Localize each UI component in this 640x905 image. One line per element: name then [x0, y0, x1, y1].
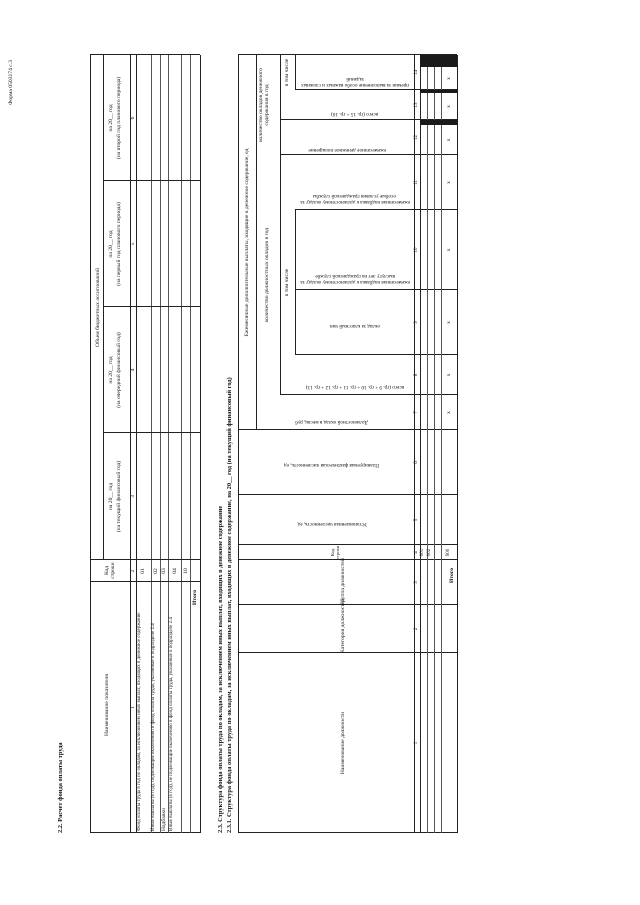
col5-sub: (на первый год планового периода) — [116, 202, 122, 286]
colnum-23-13: 13 — [414, 102, 419, 108]
colnum-23-8: 8 — [414, 373, 419, 377]
colnum-23-11: 11 — [414, 180, 419, 185]
colnum-23-6: 6 — [414, 461, 419, 464]
col13-header: всего (гр. 15 + гр. 16) — [331, 111, 379, 117]
colnum-23-9: 9 — [414, 321, 419, 324]
row-02-code: 02 — [153, 568, 159, 574]
row-01-label: Фонд оплаты труда в год по окладам, за исключением иных выплат, входящих в денежное содержание — [137, 612, 142, 831]
col7-header: Должностной оклад в месяц, руб — [295, 419, 369, 425]
in-that-number-left: в том числе — [284, 268, 290, 297]
col4-header: Код строки — [330, 545, 340, 560]
monthly-payments-group-header: Ежемесячные дополнительные выплаты, входящие в денежное содержание, ед — [244, 148, 250, 337]
col6-sub: (на второй год планового периода) — [116, 76, 122, 160]
total-x-mark-7: x — [446, 411, 452, 414]
colnum-23-2: 2 — [414, 627, 419, 631]
total-x-mark-9: x — [446, 321, 452, 324]
total-x-mark-10: x — [446, 248, 452, 252]
col5-year: на 20__ год — [108, 230, 114, 258]
col10-header: ежемесячная надбавка к должностному окладу за выслугу лет на гражданской службе — [300, 273, 410, 285]
col3-year: на 20__ год — [108, 482, 114, 511]
colnum-5: 5 — [130, 242, 136, 246]
col2-header: Категория должностей — [340, 598, 346, 653]
col12-header: ежемесячное денежное поощрение — [308, 147, 387, 153]
colnum-23-10: 10 — [414, 247, 419, 253]
section-22-title: 2.2. Расчет фонда оплаты труда — [57, 742, 64, 833]
col3-sub: (на текущий финансовый год) — [116, 460, 122, 533]
col4-sub: (на очередной финансовый год) — [116, 332, 122, 408]
colnum-1: 1 — [130, 706, 136, 709]
col11-header: ежемесячная надбавка к должностному окладу за особые условия гражданской службы — [300, 193, 410, 205]
col6-header: Планируемая фактическая численность, ед — [284, 462, 380, 468]
total-x-mark-11: x — [446, 181, 452, 184]
col6-year: на 20__ год — [108, 104, 114, 132]
col9-header: оклад за классный чин — [329, 323, 381, 329]
col4-year: на 20__ год — [108, 356, 114, 384]
col14-header: премии за выполнение особо важных и сложных заданий — [301, 76, 409, 88]
row-04-code: 04 — [172, 568, 178, 574]
colnum-23-5: 5 — [414, 518, 419, 522]
section-23-total: Итого — [449, 567, 455, 583]
total-x-mark-12: x — [446, 138, 452, 142]
col-code-header: Код строки — [104, 562, 117, 579]
col1-header: Наименование должности — [340, 711, 346, 775]
colnum-6: 6 — [130, 116, 136, 120]
in-that-number-right: в том числе — [284, 58, 290, 87]
colnum-23-12: 12 — [414, 135, 419, 140]
colnum-23-14: 14 — [414, 70, 419, 75]
colnum-23-3: 3 — [414, 581, 419, 584]
row-900-code: 900 — [446, 548, 451, 557]
row-10-code: 10 — [183, 568, 189, 574]
subgroup-pay-count: количество окладов денежного содержания в год — [258, 68, 271, 142]
total-x-mark-8: x — [446, 373, 452, 377]
colnum-4: 4 — [130, 368, 136, 372]
col-name-header: Наименование показателя — [104, 674, 110, 736]
section-231-title: 2.3.1. Структура фонда оплаты труда по окладам, за исключением иных выплат, входящих в денежное содержание, на 20__ год (на текущий финансовый год) — [226, 377, 233, 833]
row-03-code: 03 — [161, 568, 167, 574]
row-02-label: Иные выплаты (в год), подлежащие включению в фонд оплаты труда, указанные в подразделе 2.4 — [151, 623, 156, 831]
colnum-23-7: 7 — [414, 411, 419, 414]
total-x-mark-13: x — [446, 105, 452, 108]
colnum-3: 3 — [130, 495, 136, 498]
colnum-23-1: 1 — [414, 741, 419, 745]
colnum-2: 2 — [130, 569, 136, 573]
total-x-mark-14: x — [446, 77, 452, 80]
form-code: Форма 0503174 с.3 — [8, 60, 14, 105]
row-03-label: Надбавки — [161, 807, 167, 831]
row-01-code: 01 — [140, 568, 146, 574]
section-23-title: 2.3. Структура фонда оплаты труда по окладам, за исключением иных выплат, входящих в денежное содержание — [217, 505, 224, 833]
row-04-label: Иные выплаты (в год), не подлежащие включению в фонд оплаты труда, указанные в подразделе 2.4 — [169, 617, 174, 831]
section-22-total: Итого — [192, 589, 198, 605]
group-header-allocations: Объем бюджетных ассигнований — [95, 268, 101, 347]
col3-header: Группа должностей — [340, 558, 346, 605]
col8-header: всего (гр. 9 + гр. 10 + гр. 11 + гр. 12 + гр. 13) — [305, 384, 405, 390]
subgroup-salary-count: количество должностных окладов в год — [264, 227, 270, 323]
col5-header: Установленная численность, ед — [297, 521, 367, 527]
colnum-23-4: 4 — [414, 551, 419, 554]
row-001-code: 001 — [420, 548, 425, 557]
row-002-code: 002 — [427, 548, 432, 557]
